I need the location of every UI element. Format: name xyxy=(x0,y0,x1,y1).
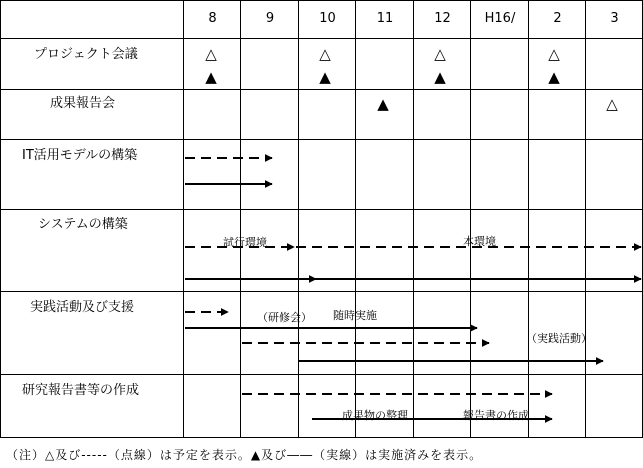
done-mark: ▲ xyxy=(319,68,331,86)
done-mark: ▲ xyxy=(205,68,217,86)
month-header: 12 xyxy=(434,11,451,26)
row-label: システムの構築 xyxy=(38,217,128,232)
bar-label: （実践活動） xyxy=(526,332,592,345)
bar-label: 報告書の作成 xyxy=(463,409,529,422)
bar-label: 本環境 xyxy=(463,235,496,248)
planned-mark: △ xyxy=(606,95,618,113)
month-header: 9 xyxy=(265,11,275,26)
done-mark: ▲ xyxy=(548,68,560,86)
row-label: 実践活動及び支援 xyxy=(30,300,135,315)
bar-label: 試行環境 xyxy=(223,236,267,249)
planned-mark: △ xyxy=(205,45,217,63)
bar-label: （研修会） xyxy=(257,311,312,324)
month-header: 3 xyxy=(610,11,619,26)
done-mark: ▲ xyxy=(434,68,446,86)
planned-mark: △ xyxy=(319,45,331,63)
bar-label: 随時実施 xyxy=(333,309,377,322)
month-header: 10 xyxy=(319,11,336,26)
planned-mark: △ xyxy=(434,45,446,63)
month-header: 8 xyxy=(208,11,217,26)
bar-label: 成果物の整理 xyxy=(342,409,408,422)
row-label: IT活用モデルの構築 xyxy=(22,148,138,163)
planned-mark: △ xyxy=(548,45,560,63)
footnote: （注）△及び-----（点線）は予定を表示。▲及び――（実線）は実施済みを表示。 xyxy=(6,448,483,462)
row-label: プロジェクト会議 xyxy=(34,47,138,62)
month-header: 11 xyxy=(376,11,394,26)
month-header: 2 xyxy=(553,11,562,26)
done-mark: ▲ xyxy=(377,95,389,113)
row-label: 成果報告会 xyxy=(50,96,116,111)
row-label: 研究報告書等の作成 xyxy=(22,383,140,398)
month-header: H16/ xyxy=(484,11,516,26)
